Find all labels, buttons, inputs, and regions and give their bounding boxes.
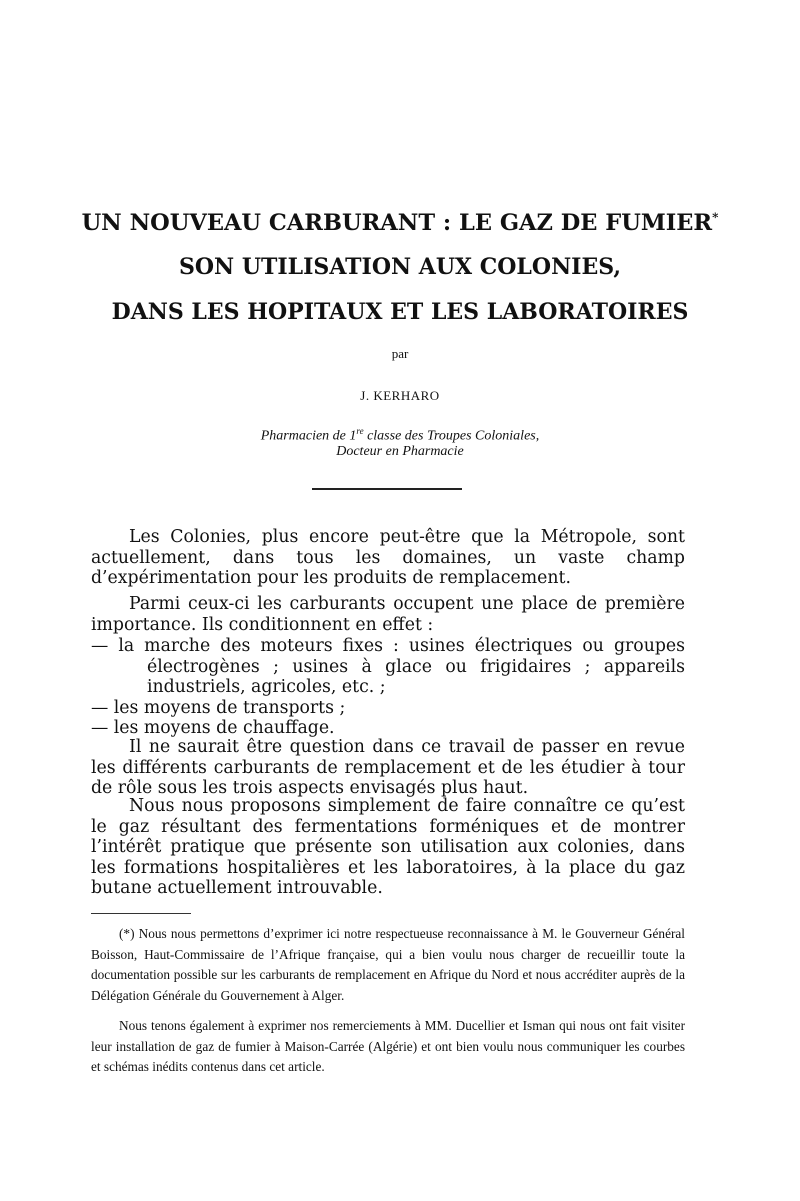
paragraph-text: Nous nous proposons simplement de faire connaître ce qu’est le gaz résultant des fermentations forméniques et de montrer l’intérêt pratique que présente son utilisation aux colonies, dans les formations hospitalières et les laboratoires, à la place du gaz butane actuellement introuvable.: [91, 796, 685, 898]
footnote-text: (*) Nous nous permettons d’exprimer ici notre respectueuse reconnaissance à M. le Gouverneur Général Boisson, Haut-Commissaire de l’Afrique française, qui a bien voulu nous charger de recueillir toute la documentation possible sur les carburants de remplacement en Afrique du Nord et nous accréditer auprès de la Délégation Générale du Gouvernement à Alger.: [91, 926, 685, 1003]
article-title-line-3: DANS LES HOPITAUX ET LES LABORATOIRES: [111, 299, 689, 325]
body-paragraph-3: [91, 737, 685, 799]
footnote-1: [91, 924, 685, 1006]
author-name: J. KERHARO: [360, 388, 440, 403]
footnote-separator: [91, 913, 191, 914]
paragraph-text: Parmi ceux-ci les carburants occupent une place de première importance. Ils conditionnent en effet :: [91, 594, 685, 635]
author-affiliation-1: [0, 426, 800, 445]
footnote-2: [91, 1016, 685, 1078]
author-affiliation-2: Docteur en Pharmacie: [336, 444, 464, 459]
conditions-list: [91, 636, 685, 739]
title-text-1: UN NOUVEAU CARBURANT : LE GAZ DE FUMIER: [81, 210, 713, 236]
footnote-text: Nous tenons également à exprimer nos remerciements à MM. Ducellier et Isman qui nous ont fait visiter leur installation de gaz de fumier à Maison-Carrée (Algérie) et ont bien voulu nous communiquer les courbes et schémas inédits contenus dans cet article.: [91, 1018, 685, 1074]
list-item: — la marche des moteurs fixes : usines électriques ou groupes électrogènes ; usines à glace ou frigidaires ; appareils industriels, agricoles, etc. ;: [91, 636, 685, 697]
paragraph-text: Il ne saurait être question dans ce travail de passer en revue les différents carburants de remplacement et de les étudier à tour de rôle sous les trois aspects envisagés plus haut.: [91, 737, 685, 798]
byline-par: par: [391, 346, 409, 361]
list-item: — les moyens de chauffage.: [91, 718, 335, 738]
title-divider: [312, 488, 462, 490]
paragraph-text: Les Colonies, plus encore peut-être que la Métropole, sont actuellement, dans tous les domaines, un vaste champ d’expérimentation pour les produits de remplacement.: [91, 527, 685, 588]
article-title-line-2: SON UTILISATION AUX COLONIES,: [179, 254, 621, 280]
footnote-marker: *: [712, 210, 719, 225]
list-item: — les moyens de transports ;: [91, 697, 346, 718]
affiliation-1-sup: re: [356, 426, 364, 436]
body-paragraph-2: [91, 594, 685, 635]
body-paragraph-1: [91, 527, 685, 589]
body-paragraph-4: [91, 796, 685, 899]
affiliation-1-pre: Pharmacien de 1: [260, 428, 357, 444]
article-title-line-1: [60, 210, 740, 236]
affiliation-1-post: classe des Troupes Coloniales,: [363, 428, 540, 444]
